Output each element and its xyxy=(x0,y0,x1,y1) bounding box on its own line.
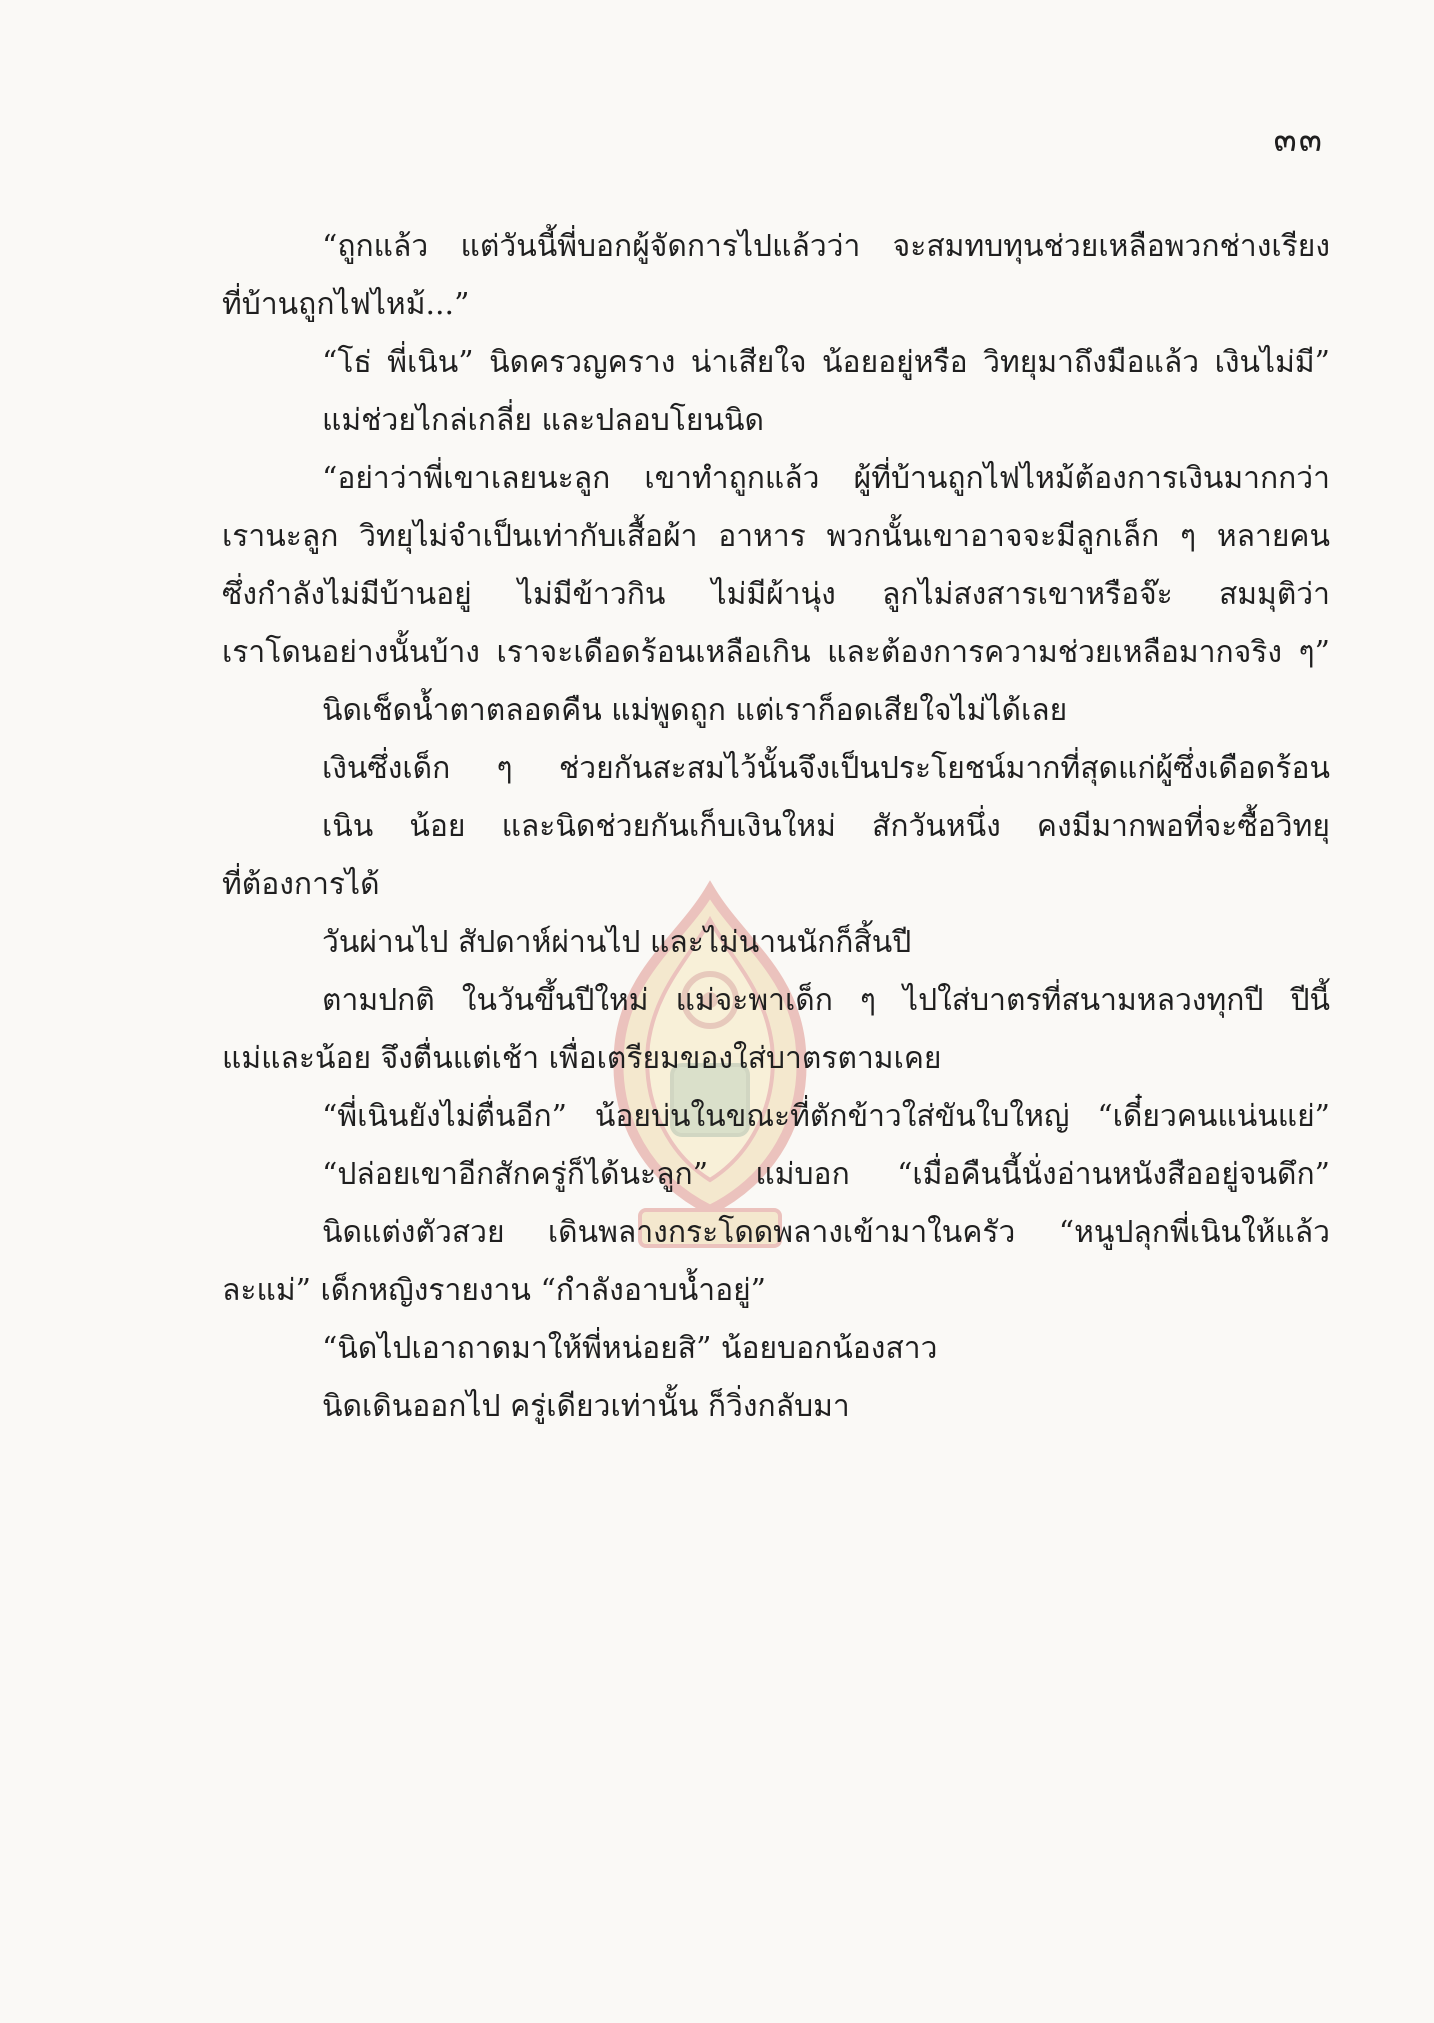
paragraph-line: “อย่าว่าพี่เขาเลยนะลูก เขาทำถูกแล้ว ผู้ที่บ้านถูกไฟไหม้ต้องการเงินมากกว่า xyxy=(322,461,1330,496)
paragraph-line: แม่ช่วยไกล่เกลี่ย และปลอบโยนนิด xyxy=(322,403,764,438)
page-number: ๓๓ xyxy=(1273,120,1324,160)
paragraph-line: “พี่เนินยังไม่ตื่นอีก” น้อยบ่นในขณะที่ตักข้าวใส่ขันใบใหญ่ “เดี๋ยวคนแน่นแย่” xyxy=(322,1099,1330,1134)
paragraph-line: แม่และน้อย จึงตื่นแต่เช้า เพื่อเตรียมของใส่บาตรตามเคย xyxy=(222,1041,942,1076)
paragraph-line: เราโดนอย่างนั้นบ้าง เราจะเดือดร้อนเหลือเกิน และต้องการความช่วยเหลือมากจริง ๆ” xyxy=(222,635,1330,670)
paragraph-line: “นิดไปเอาถาดมาให้พี่หน่อยสิ” น้อยบอกน้องสาว xyxy=(322,1331,938,1366)
paragraph-line: ที่ต้องการได้ xyxy=(222,867,380,902)
paragraph-line: วันผ่านไป สัปดาห์ผ่านไป และไม่นานนักก็สิ้นปี xyxy=(322,925,912,960)
paragraph-line: ตามปกติ ในวันขึ้นปีใหม่ แม่จะพาเด็ก ๆ ไปใส่บาตรที่สนามหลวงทุกปี ปีนี้ xyxy=(322,983,1330,1018)
paragraph-line: ละแม่” เด็กหญิงรายงาน “กำลังอาบน้ำอยู่” xyxy=(222,1273,767,1308)
paragraph-line: นิดเดินออกไป ครู่เดียวเท่านั้น ก็วิ่งกลับมา xyxy=(322,1389,850,1424)
paragraph-line: เนิน น้อย และนิดช่วยกันเก็บเงินใหม่ สักวันหนึ่ง คงมีมากพอที่จะซื้อวิทยุ xyxy=(322,809,1330,844)
paragraph-line: นิดแต่งตัวสวย เดินพลางกระโดดพลางเข้ามาในครัว “หนูปลุกพี่เนินให้แล้ว xyxy=(322,1215,1330,1250)
paragraph-line: “ถูกแล้ว แต่วันนี้พี่บอกผู้จัดการไปแล้วว่า จะสมทบทุนช่วยเหลือพวกช่างเรียง xyxy=(322,229,1330,264)
paragraph-line: เรานะลูก วิทยุไม่จำเป็นเท่ากับเสื้อผ้า อาหาร พวกนั้นเขาอาจจะมีลูกเล็ก ๆ หลายคน xyxy=(222,519,1330,554)
body-text xyxy=(222,218,1330,1436)
paragraph-line: “ปล่อยเขาอีกสักครู่ก็ได้นะลูก” แม่บอก “เมื่อคืนนี้นั่งอ่านหนังสืออยู่จนดึก” xyxy=(322,1157,1330,1192)
paragraph-line: นิดเช็ดน้ำตาตลอดคืน แม่พูดถูก แต่เราก็อดเสียใจไม่ได้เลย xyxy=(322,693,1068,728)
paragraph-line: เงินซึ่งเด็ก ๆ ช่วยกันสะสมไว้นั้นจึงเป็นประโยชน์มากที่สุดแก่ผู้ซึ่งเดือดร้อน xyxy=(322,751,1330,786)
paragraph-line: “โธ่ พี่เนิน” นิดครวญคราง น่าเสียใจ น้อยอยู่หรือ วิทยุมาถึงมือแล้ว เงินไม่มี” xyxy=(322,345,1330,380)
paragraph-line: ซึ่งกำลังไม่มีบ้านอยู่ ไม่มีข้าวกิน ไม่มีผ้านุ่ง ลูกไม่สงสารเขาหรือจ๊ะ สมมุติว่า xyxy=(222,577,1330,612)
paragraph-line: ที่บ้านถูกไฟไหม้...” xyxy=(222,287,470,322)
